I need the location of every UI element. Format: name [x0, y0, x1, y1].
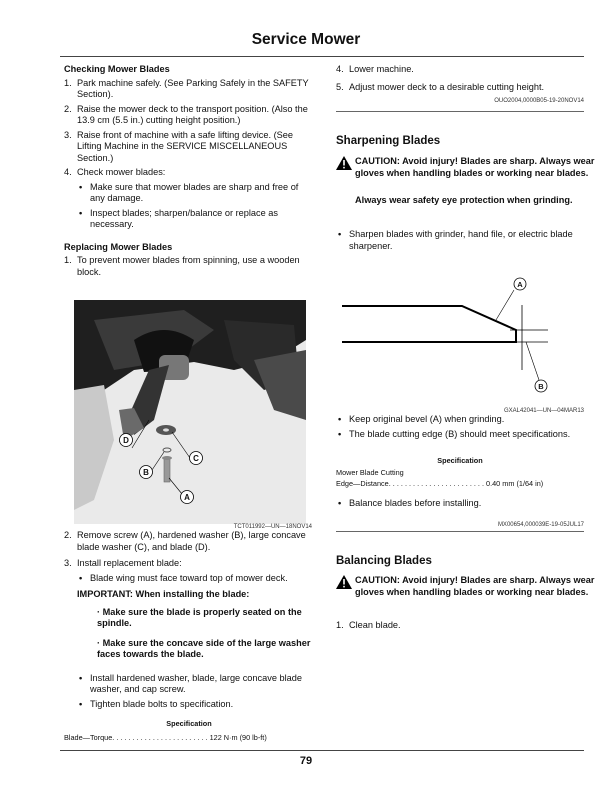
- torque-spec-heading: Specification: [166, 719, 212, 728]
- replacing-step-3: 3. Install replacement blade:: [64, 558, 182, 568]
- checking-heading: Checking Mower Blades: [64, 64, 170, 74]
- replacing-heading: Replacing Mower Blades: [64, 241, 173, 252]
- bevel-diagram: [336, 270, 584, 396]
- bullet-balance: • Balance blades before installing.: [338, 498, 482, 508]
- warning-triangle-icon: [336, 575, 352, 593]
- sharpening-heading: Sharpening Blades: [336, 135, 441, 147]
- photo-label-c: C: [193, 454, 199, 463]
- replacing-step-1: 1. To prevent mower blades from spinning, use a wooden block.: [64, 255, 300, 277]
- warning-triangle-icon: [336, 156, 352, 174]
- balancing-caution: CAUTION: Avoid injury! Blades are sharp. Always wear gloves when handling blades or working near blades.: [336, 575, 603, 598]
- page-title: Service Mower: [251, 31, 361, 48]
- bevel-label-a: A: [517, 280, 523, 289]
- blade-removal-photo: [74, 300, 306, 524]
- photo-label-b: B: [143, 468, 149, 477]
- checking-step-3: 3. Raise front of machine with a safe lifting device. (See Lifting Machine in the SERVICE MISCELLANEOUS Section.): [64, 129, 294, 163]
- photo-label-a: A: [184, 493, 190, 502]
- footer-rule: [60, 750, 584, 751]
- sharpening-bullets: [336, 414, 584, 443]
- photo-label-d: D: [123, 436, 129, 445]
- checking-bullet-1: • Make sure that mower blades are sharp and free of any damage.: [79, 181, 299, 203]
- section-divider-2: [336, 531, 584, 532]
- bevel-label-b: B: [538, 382, 544, 391]
- replacing-step-2: 2. Remove screw (A), hardened washer (B), large concave blade washer (C), and blade (D).: [64, 530, 306, 552]
- left-column: [64, 64, 314, 281]
- step-5-adjust: 5. Adjust mower deck to a desirable cutting height.: [336, 81, 545, 92]
- bullet-sharpen-method: • Sharpen blades with grinder, hand file, or electric blade sharpener.: [338, 229, 573, 251]
- balancing-heading: Balancing Blades: [336, 555, 432, 567]
- bevel-figure-code: GXAL42041—UN—04MAR13: [503, 408, 584, 414]
- checking-step-4: 4. Check mower blades:: [64, 167, 166, 177]
- balancing-step-1: 1. Clean blade.: [336, 620, 401, 630]
- section-code-1: OUO2004,0000B05-19-20NOV14: [494, 98, 584, 104]
- sharpening-caution-eyes: Always wear safety eye protection when grinding.: [355, 195, 573, 205]
- bullet-cutting-edge: • The blade cutting edge (B) should meet specifications.: [338, 428, 571, 439]
- edge-spec-heading: Specification: [437, 456, 483, 465]
- edge-spec-line-2: Edge—Distance. . . . . . . . . . . . . . . . . . . . . . . . 0.40 mm (1/64 in): [336, 479, 544, 488]
- replacing-continued: [64, 530, 314, 713]
- edge-spec-line-1: Mower Blade Cutting: [336, 468, 404, 477]
- photo-figure-code: TCT011992—UN—18NOV14: [233, 524, 312, 530]
- sharpening-caution: CAUTION: Avoid injury! Blades are sharp. Always wear gloves when handling blades or working near blades.: [336, 156, 603, 179]
- bullet-blade-wing: • Blade wing must face toward top of mower deck.: [79, 572, 288, 583]
- torque-spec-line: Blade—Torque. . . . . . . . . . . . . . . . . . . . . . . . 122 N·m (90 lb-ft): [64, 733, 267, 742]
- important-item-1: · Make sure the blade is properly seated on the spindle.: [97, 606, 302, 628]
- header-rule: [60, 56, 584, 57]
- important-item-2: · Make sure the concave side of the large washer faces towards the blade.: [97, 637, 311, 659]
- bullet-keep-bevel: • Keep original bevel (A) when grinding.: [338, 414, 505, 424]
- important-note: IMPORTANT: When installing the blade:: [77, 589, 250, 599]
- bullet-install-hardware: • Install hardened washer, blade, large concave blade washer, and cap screw.: [79, 672, 302, 694]
- bullet-tighten-bolts: • Tighten blade bolts to specification.: [79, 698, 234, 709]
- right-column: [336, 64, 584, 112]
- step-4-lower: 4. Lower machine.: [336, 64, 414, 74]
- section-divider-1: [336, 111, 584, 112]
- checking-step-1: 1. Park machine safely. (See Parking Safely in the SAFETY Section).: [64, 77, 309, 99]
- checking-step-2: 2. Raise the mower deck to the transport position. (Also the 13.9 cm (5.5 in.) cutting height position.): [64, 103, 308, 125]
- page-number: 79: [299, 755, 313, 767]
- checking-bullet-2: • Inspect blades; sharpen/balance or replace as necessary.: [79, 207, 278, 229]
- section-code-2: MX00654,000039E-19-05JUL17: [497, 522, 584, 528]
